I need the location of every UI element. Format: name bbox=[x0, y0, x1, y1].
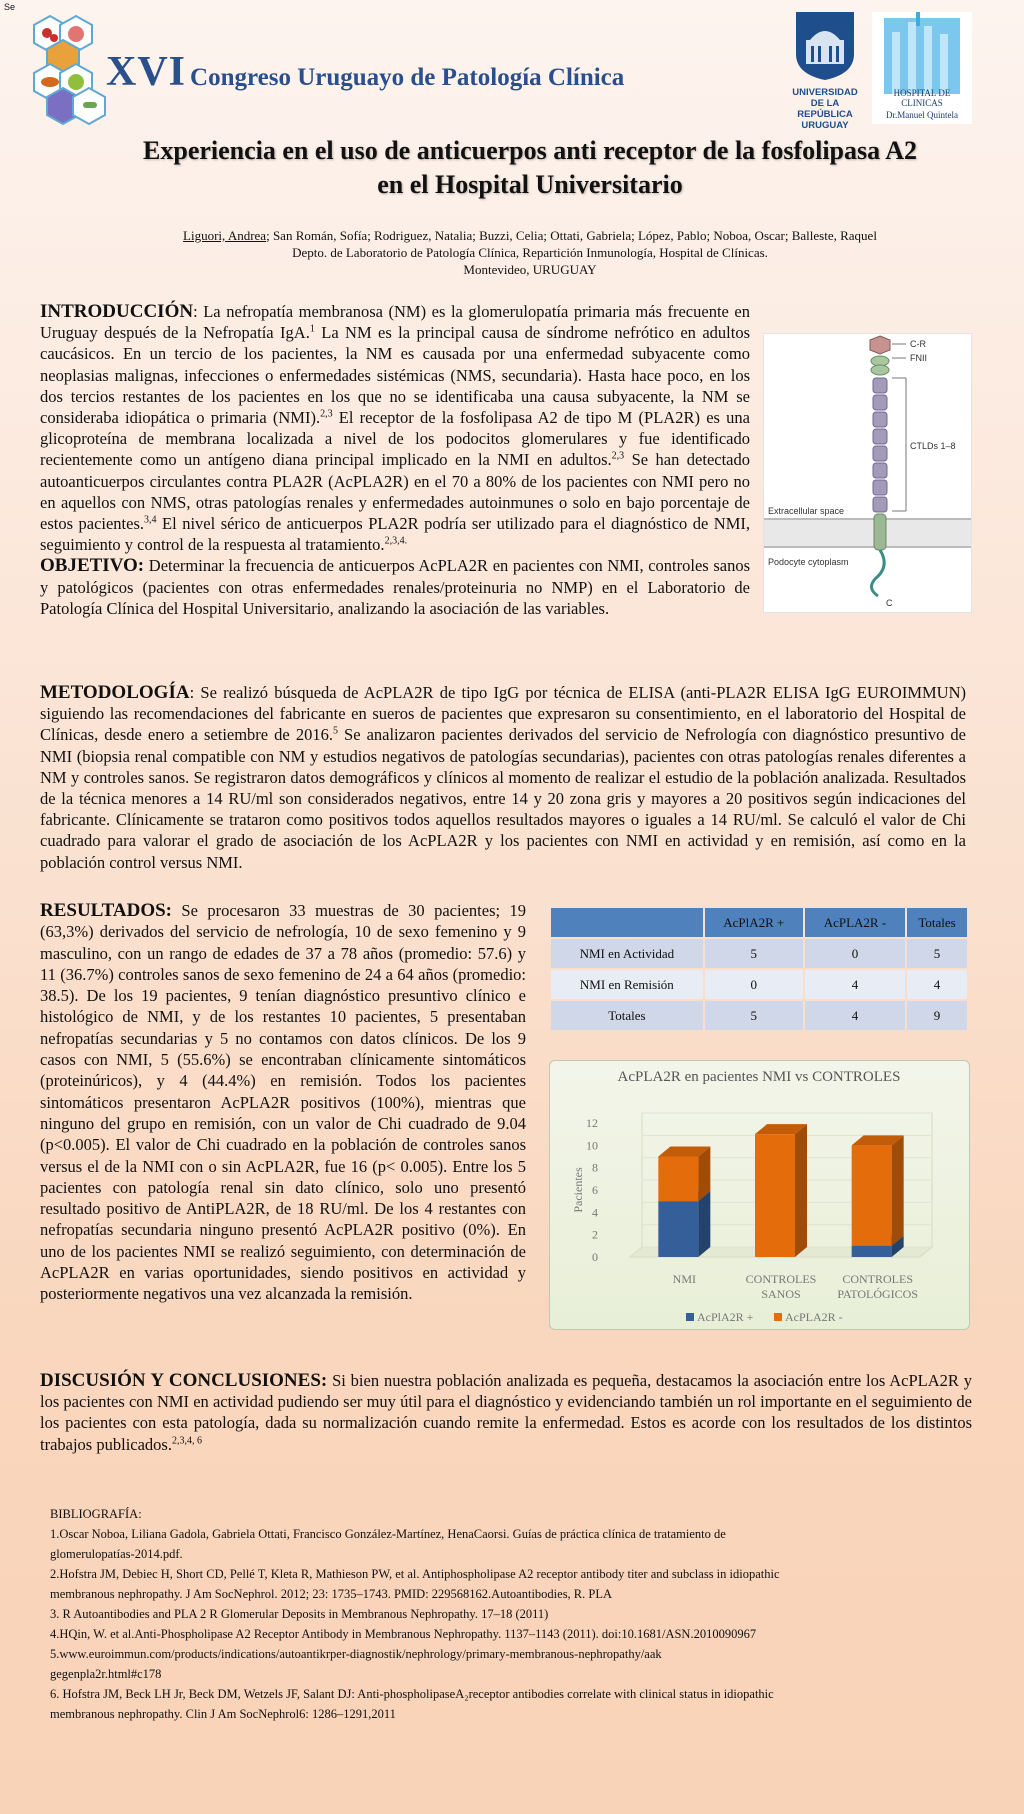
discussion-text: Si bien nuestra población analizada es pequeña, destacamos la asociación entre los AcPLA2R y los pacientes con NMI en actividad pudiendo ser muy útil para el diagnóstico y evidenciando también un rol importante en el seguimiento de los pacientes con esta patología, dada su normalización cuando remite la enfermedad. Estos es acorde con los resultados de los distintos trabajos publicados. bbox=[40, 1371, 972, 1454]
congress-name: Congreso Uruguayo de Patología Clínica bbox=[190, 64, 625, 91]
results-chart bbox=[549, 1060, 970, 1330]
udelar-shield-icon bbox=[794, 10, 856, 82]
bar-front bbox=[658, 1201, 698, 1257]
x-category-label: NMI bbox=[672, 1272, 697, 1286]
x-category-label: CONTROLES bbox=[842, 1272, 914, 1286]
intro-text-1: : La nefropatía membranosa (NM) es la glomerulopatía primaria más frecuente en Uruguay después de la Nefropatía IgA. bbox=[40, 302, 750, 343]
reference-item bbox=[50, 1644, 930, 1684]
x-category-label: SANOS bbox=[761, 1287, 801, 1301]
table-header-cell: Totales bbox=[907, 908, 967, 937]
reference-line: gegenpla2r.html#c178 bbox=[50, 1667, 162, 1681]
pla2r-receptor-diagram bbox=[764, 334, 971, 612]
table-cell: NMI en Remisión bbox=[551, 970, 703, 999]
legend-label: AcPLA2R - bbox=[785, 1310, 843, 1324]
fig-label-c: C bbox=[886, 598, 893, 608]
discussion-refs: 2,3,4, 6 bbox=[171, 1435, 202, 1447]
reference-line: 4.HQin, W. et al.Anti-Phospholipase A2 Receptor Antibody in Membranous Nephropathy. 1137–1143 (2011). doi:10.1681/ASN.2010090967 bbox=[50, 1627, 757, 1641]
bar-front bbox=[852, 1246, 892, 1257]
fig-label-extracellular: Extracellular space bbox=[768, 506, 845, 516]
x-category-label: CONTROLES bbox=[745, 1272, 817, 1286]
bar-side bbox=[795, 1124, 807, 1257]
methodology-section bbox=[40, 682, 966, 873]
objective-text: Determinar la frecuencia de anticuerpos AcPLA2R en pacientes con NMI, controles sanos y patológicos (pacientes con otras enfermedades renales/proteinuria no NMP) en el Laboratorio de Patología Clínica del Hospital Universitario, analizando la asociación de las variables. bbox=[40, 556, 750, 618]
table-row bbox=[551, 939, 967, 968]
bar-side bbox=[698, 1191, 710, 1257]
discussion-section bbox=[40, 1370, 972, 1455]
reference-line: 3. R Autoantibodies and PLA 2 R Glomerular Deposits in Membranous Nephropathy. 17–18 (2011) bbox=[50, 1607, 549, 1621]
y-tick-label: 0 bbox=[592, 1250, 598, 1264]
results-heading: RESULTADOS: bbox=[40, 900, 172, 921]
bar-front bbox=[852, 1145, 892, 1246]
table-cell: 5 bbox=[907, 939, 967, 968]
title-line-2: en el Hospital Universitario bbox=[377, 170, 683, 199]
intro-text-4: Se han detectado autoanticuerpos circulantes contra PLA2R (AcPLA2R) en el 70 a 80% de los pacientes con NMI pero no en aquellos con NMS, otras patologías renales y enfermedades autoinmunes o solo en bajo porcentaje de estos pacientes. bbox=[40, 450, 750, 534]
results-section bbox=[40, 900, 526, 1305]
reference-line: membranous nephropathy. J Am SocNephrol. 2012; 23: 1735–1743. PMID: 229568162.Autoantibodies, R. PLA bbox=[50, 1587, 613, 1601]
udelar-label-2: DE LA REPÚBLICA bbox=[797, 98, 853, 120]
udelar-label-3: URUGUAY bbox=[801, 120, 849, 131]
bar-front bbox=[658, 1157, 698, 1202]
table-header-cell: AcPlA2R + bbox=[705, 908, 803, 937]
reference-item bbox=[50, 1624, 930, 1644]
hospital-logo bbox=[872, 12, 972, 124]
bar-side bbox=[892, 1135, 904, 1246]
reference-line: 5.www.euroimmun.com/products/indications/autoantikrper-diagnostik/nephrology/primary-membranous-nephropathy/aak bbox=[50, 1647, 662, 1661]
title-line-1: Experiencia en el uso de anticuerpos anti receptor de la fosfolipasa A2 bbox=[143, 136, 917, 165]
hospital-building-icon bbox=[872, 12, 972, 98]
intro-ref-2: 2,3 bbox=[320, 408, 333, 420]
y-tick-label: 12 bbox=[586, 1116, 598, 1130]
congress-number: XVI bbox=[106, 49, 187, 95]
y-tick-label: 8 bbox=[592, 1160, 598, 1175]
pla2r-structure-figure bbox=[763, 333, 972, 613]
cr-domain-shape bbox=[870, 336, 890, 354]
authors-block bbox=[120, 227, 940, 278]
legend-swatch bbox=[686, 1313, 694, 1321]
table-cell: 5 bbox=[705, 1001, 803, 1030]
table-header-cell: AcPLA2R - bbox=[805, 908, 905, 937]
y-tick-label: 10 bbox=[586, 1138, 598, 1153]
intro-ref-5: 2,3,4. bbox=[384, 535, 408, 547]
bibliography-section bbox=[50, 1504, 930, 1724]
y-tick-label: 6 bbox=[592, 1183, 598, 1197]
table-cell: 4 bbox=[805, 1001, 905, 1030]
methodology-text-1: : Se realizó búsqueda de AcPLA2R de tipo IgG por técnica de ELISA (anti-PLA2R ELISA IgG EUROIMMUN) siguiendo las recomendaciones del fabricante en sueros de pacientes que expresaron su consentimiento, en el laboratorio del Hospital de Clínicas, desde enero a setiembre de 2016. bbox=[40, 683, 966, 745]
location: Montevideo, URUGUAY bbox=[463, 262, 597, 277]
y-axis-label: Pacientes bbox=[571, 1167, 585, 1213]
table-cell: 4 bbox=[907, 970, 967, 999]
congress-title bbox=[106, 48, 624, 96]
intro-section bbox=[40, 301, 750, 619]
fig-label-ctld: CTLDs 1–8 bbox=[910, 441, 956, 451]
intro-ref-4: 3,4 bbox=[144, 514, 157, 526]
table-row bbox=[551, 1001, 967, 1030]
reference-line: 6. Hofstra JM, Beck LH Jr, Beck DM, Wetzels JF, Salant DJ: Anti-phospholipaseA₂receptor antibodies correlate with clinical status in idiopathic bbox=[50, 1687, 774, 1701]
methodology-heading: METODOLOGÍA bbox=[40, 682, 190, 703]
author-list bbox=[120, 227, 940, 244]
intro-text-2: La NM es la principal causa de síndrome nefrótico en adultos caucásicos. En un tercio de los pacientes, la NM es causada por una enfermedad subyacente como neoplasias malignas, infecciones o enfermedades sistémicas (NMS, secundaria). Hasta hace poco, en los dos tercios restantes de los pacientes en los que no se identificaba una causa subyacente, la NM se consideraba idiopática o primaria (NMI). bbox=[40, 323, 750, 428]
legend-swatch bbox=[774, 1313, 782, 1321]
other-authors: ; San Román, Sofía; Rodriguez, Natalia; Buzzi, Celia; Ottati, Gabriela; López, Pablo; Noboa, Oscar; Balleste, Raquel bbox=[266, 228, 877, 243]
results-text: Se procesaron 33 muestras de 30 pacientes; 19 (63,3%) derivados del servicio de nefrología, 10 de sexo femenino y 9 masculino, con un rango de edades de 37 a 78 años (promedio: 57.6) y 11 (36.7%) controles sanos de sexo femenino de 24 a 64 años (promedio: 38.5). De los 19 pacientes, 9 tenían diagnóstico presuntivo clínico e histológico de NMI, y de los restantes 10 pacientes, 5 presentaban nefropatías secundarias y 5 no contamos con datos clínicos. De los 9 casos con NMI, 5 (55.6%) se encontraban clínicamente sintomáticos (proteinúricos), y 4 (44.4%) en remisión. Todos los pacientes sintomáticos presentaron AcPLA2R positivos (100%), mientras que ninguno del grupo en remisión, con un valor de Chi cuadrado de 9.04 (p<0.005). El valor de Chi cuadrado en la población de controles sanos versus el de la NMI con o sin AcPLA2R, fue 16 (p< 0.005). Entre los 5 pacientes con patología renal sin dato clínico, solo uno presentó resultado positivo de AntiPLA2R, de 18 RU/ml. De los 4 restantes con nefropatías secundaria ninguno presentó AcPLA2R positivo (0%). En uno de los pacientes NMI se realizó seguimiento, con determinación de AcPLA2R en varias oportunidades, siendo positivos en actividad y posteriormente negativos una vez alcanzada la remisión. bbox=[40, 901, 526, 1304]
results-table bbox=[549, 906, 969, 1032]
objective-paragraph bbox=[40, 555, 750, 619]
methodology-ref: 5 bbox=[332, 725, 338, 737]
reference-item bbox=[50, 1524, 930, 1564]
methodology-text-2: Se analizaron pacientes derivados del servicio de Nefrología con diagnóstico presuntivo de NMI (biopsia renal compatible con NM y estudios negativos de patologías secundarias), pacientes con otras patologías renales diferentes a NM y controles sanos. Se registraron datos demográficos y clínicos al momento de realizar el estudio de la población analizada. Resultados de la técnica menores a 14 RU/ml son considerados negativos, entre 14 y 20 zona gris y mayores a 20 positivos según indicaciones del fabricante. Clínicamente se trataron como positivos todos aquellos resultados mayores o iguales a 14 RU/ml. Se calculó el valor de Chi cuadrado para valorar el grado de asociación de los AcPLA2R y los pacientes con NMI en actividad y en remisión, así como en la población control versus NMI. bbox=[40, 725, 966, 872]
corner-label: Se bbox=[4, 2, 16, 12]
intro-paragraph bbox=[40, 301, 750, 555]
table-cell: 0 bbox=[805, 939, 905, 968]
chart-title: AcPLA2R en pacientes NMI vs CONTROLES bbox=[617, 1069, 901, 1085]
poster-title bbox=[90, 134, 970, 202]
y-tick-label: 2 bbox=[592, 1227, 598, 1242]
table-cell: 0 bbox=[705, 970, 803, 999]
legend-label: AcPlA2R + bbox=[697, 1310, 754, 1324]
bibliography-heading: BIBLIOGRAFÍA: bbox=[50, 1507, 142, 1521]
reference-item bbox=[50, 1564, 930, 1604]
reference-item bbox=[50, 1604, 930, 1624]
intro-text-3: El receptor de la fosfolipasa A2 de tipo M (PLA2R) es una glicoproteína de membrana localizada a nivel de los podocitos glomerulares y fue identificado recientemente como un antígeno diana principal implicado en la NMI en adultos. bbox=[40, 408, 750, 470]
bar-front bbox=[755, 1134, 795, 1257]
affiliation: Depto. de Laboratorio de Patología Clínica, Repartición Inmunología, Hospital de Clínicas. bbox=[292, 245, 768, 260]
table-header-cell bbox=[551, 908, 703, 937]
reference-line: 1.Oscar Noboa, Liliana Gadola, Gabriela Ottati, Francisco González-Martínez, HenaCaorsi. Guías de práctica clínica de tratamiento de bbox=[50, 1527, 726, 1541]
table-row bbox=[551, 970, 967, 999]
reference-line: membranous nephropathy. Clin J Am SocNephrol6: 1286–1291,2011 bbox=[50, 1707, 396, 1721]
table-cell: NMI en Actividad bbox=[551, 939, 703, 968]
table-cell: 4 bbox=[805, 970, 905, 999]
udelar-label-1: UNIVERSIDAD bbox=[792, 87, 858, 98]
fig-label-cytoplasm: Podocyte cytoplasm bbox=[768, 557, 849, 567]
table-cell: 5 bbox=[705, 939, 803, 968]
intro-ref-3: 2,3 bbox=[611, 450, 625, 462]
udelar-logo bbox=[782, 10, 868, 131]
table-header-row bbox=[551, 908, 967, 937]
table-cell: 9 bbox=[907, 1001, 967, 1030]
intro-heading: INTRODUCCIÓN bbox=[40, 301, 194, 322]
hospital-label-2: Dr.Manuel Quintela bbox=[886, 110, 958, 120]
hospital-label-1: HOSPITAL DE CLINICAS bbox=[893, 88, 951, 108]
first-author: Liguori, Andrea bbox=[183, 228, 267, 243]
bar-chart bbox=[550, 1061, 969, 1329]
table-cell: Totales bbox=[551, 1001, 703, 1030]
x-category-label: PATOLÓGICOS bbox=[837, 1287, 919, 1301]
reference-line: 2.Hofstra JM, Debiec H, Short CD, Pellé T, Kleta R, Mathieson PW, et al. Antiphospholipase A2 receptor antibody titer and subclass in idiopathic bbox=[50, 1567, 780, 1581]
y-tick-label: 4 bbox=[592, 1205, 598, 1220]
objective-heading: OBJETIVO: bbox=[40, 555, 145, 577]
reference-item bbox=[50, 1684, 930, 1724]
fig-label-fnii: FNII bbox=[910, 353, 927, 363]
intro-ref-1: 1 bbox=[309, 323, 315, 335]
reference-line: glomerulopatías-2014.pdf. bbox=[50, 1547, 183, 1561]
intro-text-5: El nivel sérico de anticuerpos PLA2R podría ser utilizado para el diagnóstico de NMI, seguimiento y control de la respuesta al tratamiento. bbox=[40, 514, 750, 555]
fig-label-cr: C-R bbox=[910, 339, 926, 349]
discussion-heading: DISCUSIÓN Y CONCLUSIONES: bbox=[40, 1370, 328, 1391]
